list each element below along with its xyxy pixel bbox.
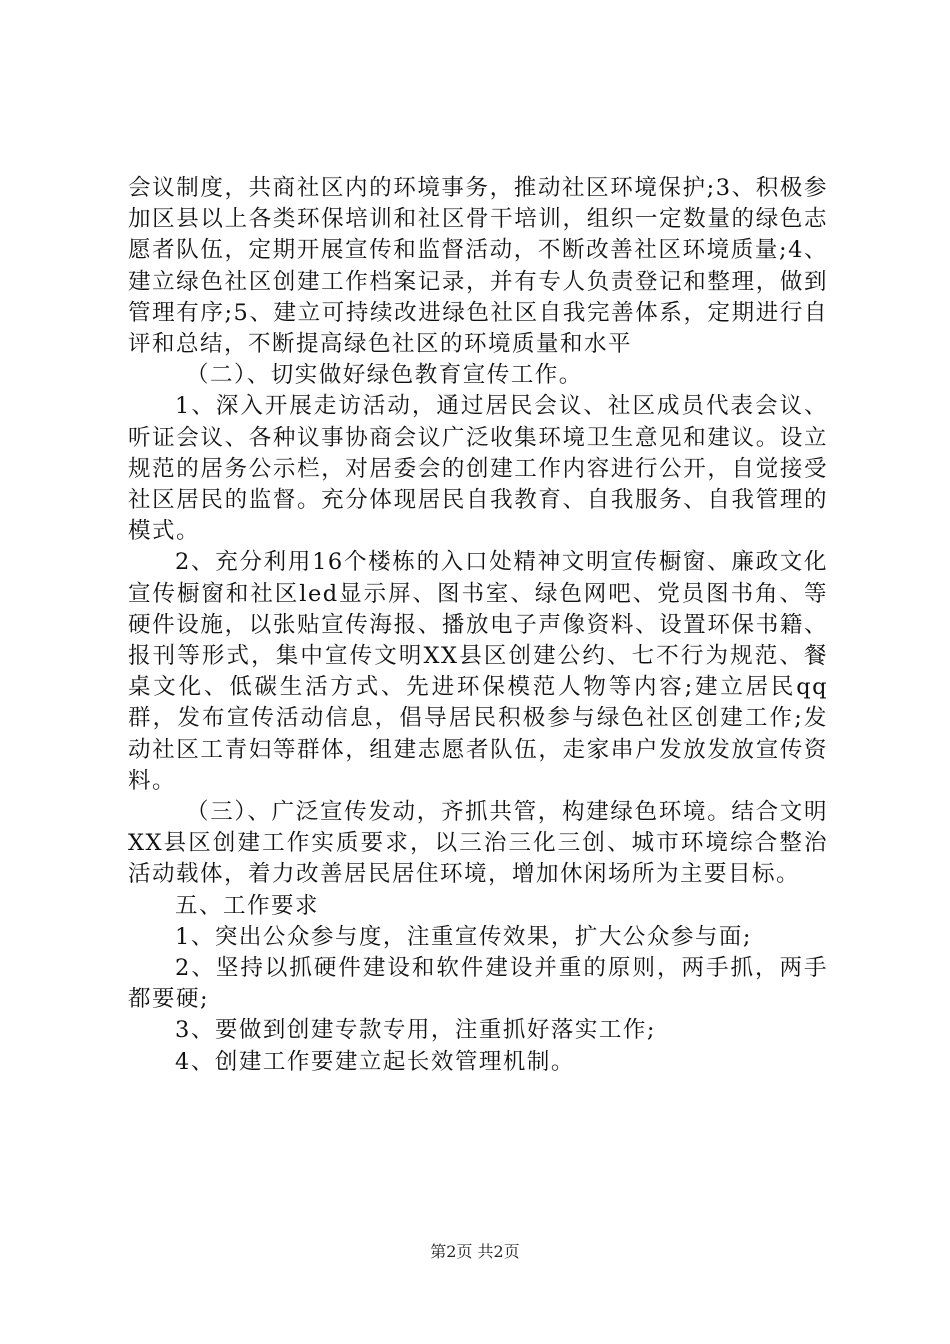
document-body [128,173,828,1078]
paragraph-continuation: 会议制度，共商社区内的环境事务，推动社区环境保护;3、积极参加区县以上各类环保培训和社区骨干培训，组织一定数量的绿色志愿者队伍，定期开展宣传和监督活动，不断改善社区环境质量;4、建立绿色社区创建工作档案记录，并有专人负责登记和整理，做到管理有序;5、建立可持续改进绿色社区自我完善体系，定期进行自评和总结，不断提高绿色社区的环境质量和水平 [128,175,828,358]
section-heading-5: 五、工作要求 [175,892,320,919]
paragraph-item-1: 1、深入开展走访活动，通过居民会议、社区成员代表会议、听证会议、各种议事协商会议广泛收集环境卫生意见和建议。设立规范的居务公示栏，对居委会的创建工作内容进行公开，自觉接受社区居民的监督。充分体现居民自我教育、自我服务、自我管理的模式。 [128,393,828,545]
requirement-item-2: 2、坚持以抓硬件建设和软件建设并重的原则，两手抓，两手都要硬; [128,955,828,1013]
section-heading-3: （三）、广泛宣传发动，齐抓共管，构建绿色环境。结合文明XX县区创建工作实质要求，以三治三化三创、城市环境综合整治活动载体，着力改善居民居住环境，增加休闲场所为主要目标。 [128,799,828,888]
page-footer: 第2页 共2页 [430,1242,520,1261]
requirement-item-1: 1、突出公众参与度，注重宣传效果，扩大公众参与面; [175,923,752,950]
paragraph-item-2: 2、充分利用16个楼栋的入口处精神文明宣传橱窗、廉政文化宣传橱窗和社区led显示屏、图书室、绿色网吧、党员图书角、等硬件设施，以张贴宣传海报、播放电子声像资料、设置环保书籍、报刊等形式，集中宣传文明XX县区创建公约、七不行为规范、餐桌文化、低碳生活方式、先进环保模范人物等内容;建立居民qq群，发布宣传活动信息，倡导居民积极参与绿色社区创建工作;发动社区工青妇等群体，组建志愿者队伍，走家串户发放发放宣传资料。 [128,549,828,794]
section-heading-2: （二）、切实做好绿色教育宣传工作。 [186,362,583,389]
requirement-item-4: 4、创建工作要建立起长效管理机制。 [175,1048,575,1075]
requirement-item-3: 3、要做到创建专款专用，注重抓好落实工作; [175,1017,656,1044]
